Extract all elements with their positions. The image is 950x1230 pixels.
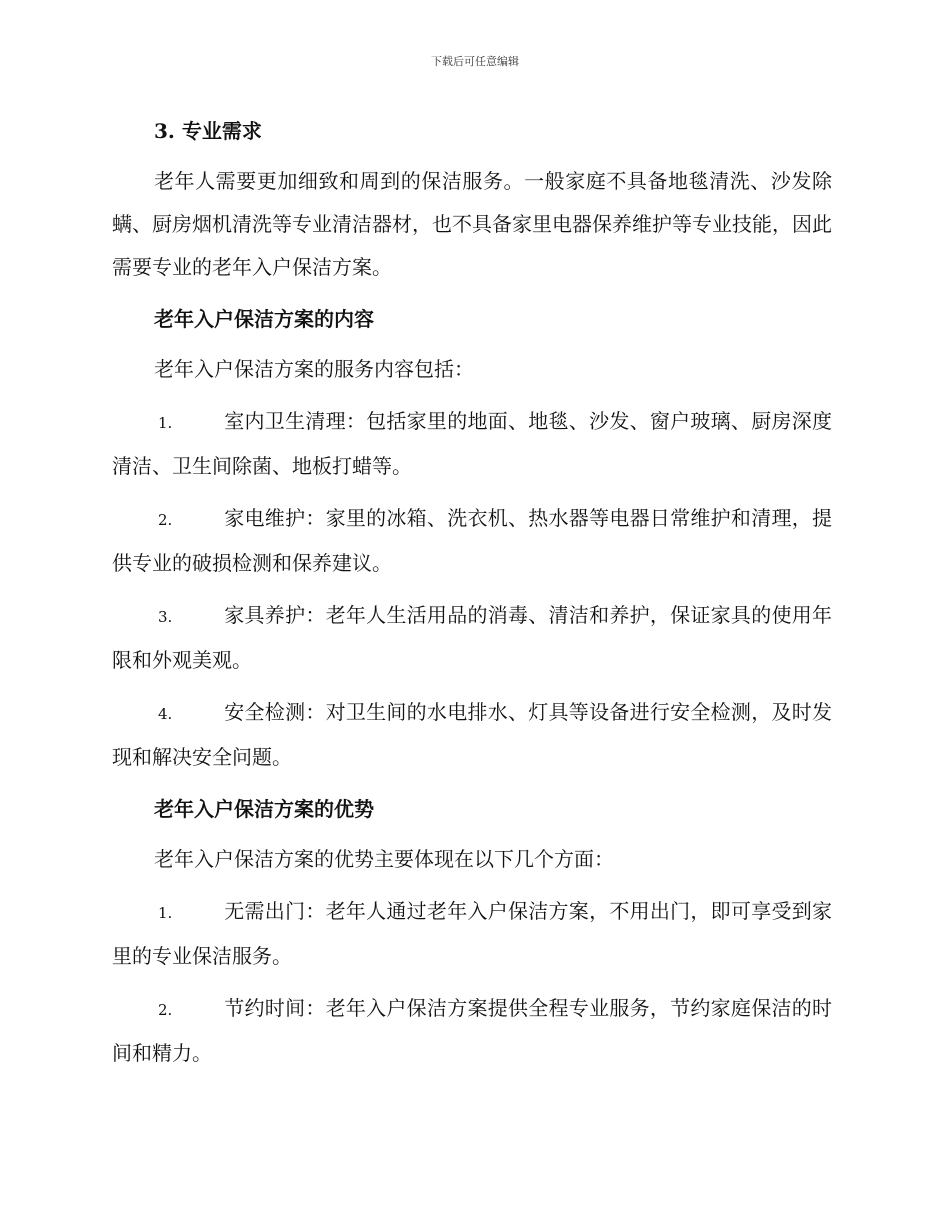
list-number: 1. [158,414,173,432]
page-header: 下载后可任意编辑 [431,55,519,68]
list-item [112,594,832,682]
document-body [112,110,832,1084]
list-item [112,400,832,488]
list-item-text: 安全检测：对卫生间的水电排水、灯具等设备进行安全检测，及时发现和解决安全问题。 [112,700,832,769]
list-number: 4. [158,705,173,723]
list-item-text: 家具养护：老年人生活用品的消毒、清洁和养护，保证家具的使用年限和外观美观。 [112,603,832,672]
list-item [112,497,832,585]
list-item-text: 无需出门：老年人通过老年入户保洁方案，不用出门，即可享受到家里的专业保洁服务。 [112,899,832,968]
list-item [112,691,832,779]
paragraph-advantages-intro: 老年入户保洁方案的优势主要体现在以下几个方面： [154,847,614,871]
paragraph-professional-needs: 老年人需要更加细致和周到的保洁服务。一般家庭不具备地毯清洗、沙发除螨、厨房烟机清洗等专业清洁器材，也不具备家里电器保养维护等专业技能，因此需要专业的老年入户保洁方案。 [112,169,832,279]
paragraph-content-intro: 老年入户保洁方案的服务内容包括： [154,357,474,381]
section-heading-professional-needs: 3. 专业需求 [154,119,262,143]
list-item [112,890,832,978]
section-heading-advantages: 老年入户保洁方案的优势 [154,797,374,821]
list-number: 2. [158,1001,173,1019]
list-number: 2. [158,511,173,529]
list-number: 1. [158,904,173,922]
list-item [112,987,832,1075]
list-item-text: 节约时间：老年入户保洁方案提供全程专业服务，节约家庭保洁的时间和精力。 [112,996,832,1065]
list-number: 3. [158,608,173,626]
section-heading-content: 老年入户保洁方案的内容 [154,307,374,331]
list-item-text: 室内卫生清理：包括家里的地面、地毯、沙发、窗户玻璃、厨房深度清洁、卫生间除菌、地板打蜡等。 [112,409,832,478]
list-item-text: 家电维护：家里的冰箱、洗衣机、热水器等电器日常维护和清理，提供专业的破损检测和保养建议。 [112,506,832,575]
